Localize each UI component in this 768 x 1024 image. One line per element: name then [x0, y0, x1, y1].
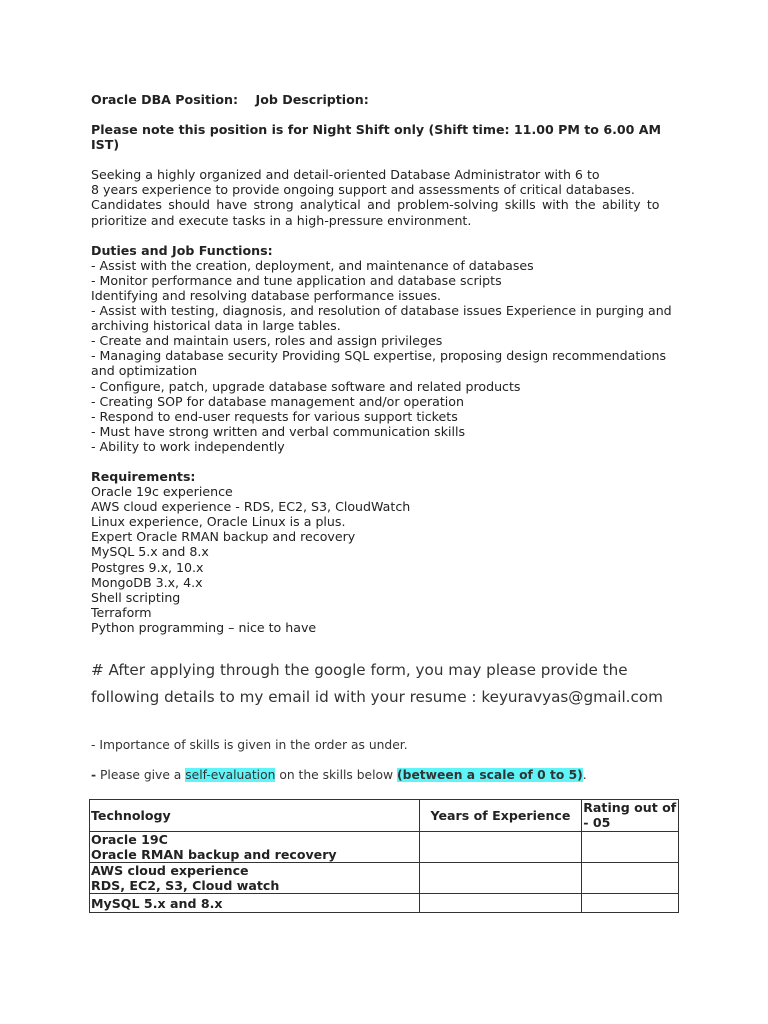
shift-note-line-1: Please note this position is for Night Shift only (Shift time: 11.00 PM to 6.00 AM — [91, 122, 662, 138]
table-row — [90, 863, 679, 894]
job-description-title: Job Description: — [255, 92, 369, 107]
rating-input-cell[interactable] — [582, 832, 679, 863]
technology-cell — [90, 832, 420, 863]
technology-line: MySQL 5.x and 8.x — [91, 895, 223, 911]
rating-input-cell[interactable] — [582, 863, 679, 894]
technology-cell — [90, 894, 420, 913]
apply-note — [91, 657, 663, 711]
technology-line: Oracle 19C — [91, 832, 168, 847]
technology-line: AWS cloud experience — [91, 863, 249, 878]
list-item: - Must have strong written and verbal communication skills — [91, 423, 466, 439]
list-item: AWS cloud experience - RDS, EC2, S3, CloudWatch — [91, 499, 411, 515]
list-item: - Assist with testing, diagnosis, and resolution of database issues Experience in purging and — [91, 303, 672, 319]
evaluation-mid: on the skills below — [275, 768, 398, 782]
list-item: MongoDB 3.x, 4.x — [91, 574, 203, 590]
technology-cell — [90, 863, 420, 894]
list-item: Postgres 9.x, 10.x — [91, 559, 204, 575]
intro-line: prioritize and execute tasks in a high-pressure environment. — [91, 212, 472, 228]
requirements-heading: Requirements: — [91, 468, 196, 484]
header-years-of-experience: Years of Experience — [419, 800, 582, 832]
duties-heading: Duties and Job Functions: — [91, 242, 273, 258]
list-item: - Ability to work independently — [91, 438, 285, 454]
table-row — [90, 832, 679, 863]
technology-line: Oracle RMAN backup and recovery — [91, 847, 337, 862]
header-technology: Technology — [90, 800, 420, 832]
list-item: - Respond to end-user requests for various support tickets — [91, 408, 458, 424]
list-item: Python programming – nice to have — [91, 619, 317, 635]
self-evaluation-highlight: self-evaluation — [185, 768, 276, 782]
document-title — [91, 92, 677, 107]
list-item: Shell scripting — [91, 589, 181, 605]
apply-note-line-2: following details to my email id with your resume : keyuravyas@gmail.com — [91, 688, 663, 706]
list-item: - Creating SOP for database management and/or operation — [91, 393, 464, 409]
list-item: - Monitor performance and tune application and database scripts — [91, 272, 502, 288]
evaluation-dash: - — [91, 768, 97, 782]
list-item: - Create and maintain users, roles and assign privileges — [91, 333, 443, 349]
list-item: MySQL 5.x and 8.x — [91, 544, 209, 560]
header-rating: Rating out of - 05 — [582, 800, 679, 832]
table-header-row — [90, 800, 679, 832]
list-item: Terraform — [91, 604, 152, 620]
shift-note-line-2: IST) — [91, 137, 120, 153]
apply-note-line-1: # After applying through the google form, you may please provide the — [91, 661, 628, 679]
list-item: and optimization — [91, 363, 198, 379]
rating-input-cell[interactable] — [582, 894, 679, 913]
list-item: Oracle 19c experience — [91, 484, 233, 500]
list-item: archiving historical data in large tables. — [91, 318, 341, 334]
technology-line: RDS, EC2, S3, Cloud watch — [91, 878, 280, 893]
intro-line: Seeking a highly organized and detail-oriented Database Administrator with 6 to — [91, 167, 600, 183]
list-item: - Assist with the creation, deployment, and maintenance of databases — [91, 257, 534, 273]
intro-line: 8 years experience to provide ongoing support and assessments of critical databases. — [91, 182, 635, 198]
scale-highlight: (between a scale of 0 to 5) — [397, 768, 583, 782]
list-item: Identifying and resolving database performance issues. — [91, 287, 442, 303]
document-body — [91, 92, 677, 635]
requirements-list — [91, 484, 677, 635]
importance-note: - Importance of skills is given in the order as under. — [91, 738, 408, 752]
list-item: Expert Oracle RMAN backup and recovery — [91, 529, 356, 545]
self-evaluation-note — [91, 768, 587, 782]
list-item: - Configure, patch, upgrade database software and related products — [91, 378, 521, 394]
years-input-cell[interactable] — [419, 894, 582, 913]
years-input-cell[interactable] — [419, 863, 582, 894]
table-row — [90, 894, 679, 913]
evaluation-pre: Please give a — [96, 768, 186, 782]
intro-line: Candidates should have strong analytical and problem-solving skills with the ability to — [91, 197, 660, 213]
position-title: Oracle DBA Position: — [91, 92, 238, 107]
list-item: - Managing database security Providing SQL expertise, proposing design recommendations — [91, 348, 667, 364]
list-item: Linux experience, Oracle Linux is a plus. — [91, 514, 346, 530]
years-input-cell[interactable] — [419, 832, 582, 863]
skills-table — [89, 799, 679, 913]
evaluation-end: . — [582, 768, 587, 782]
duties-list — [91, 258, 677, 454]
